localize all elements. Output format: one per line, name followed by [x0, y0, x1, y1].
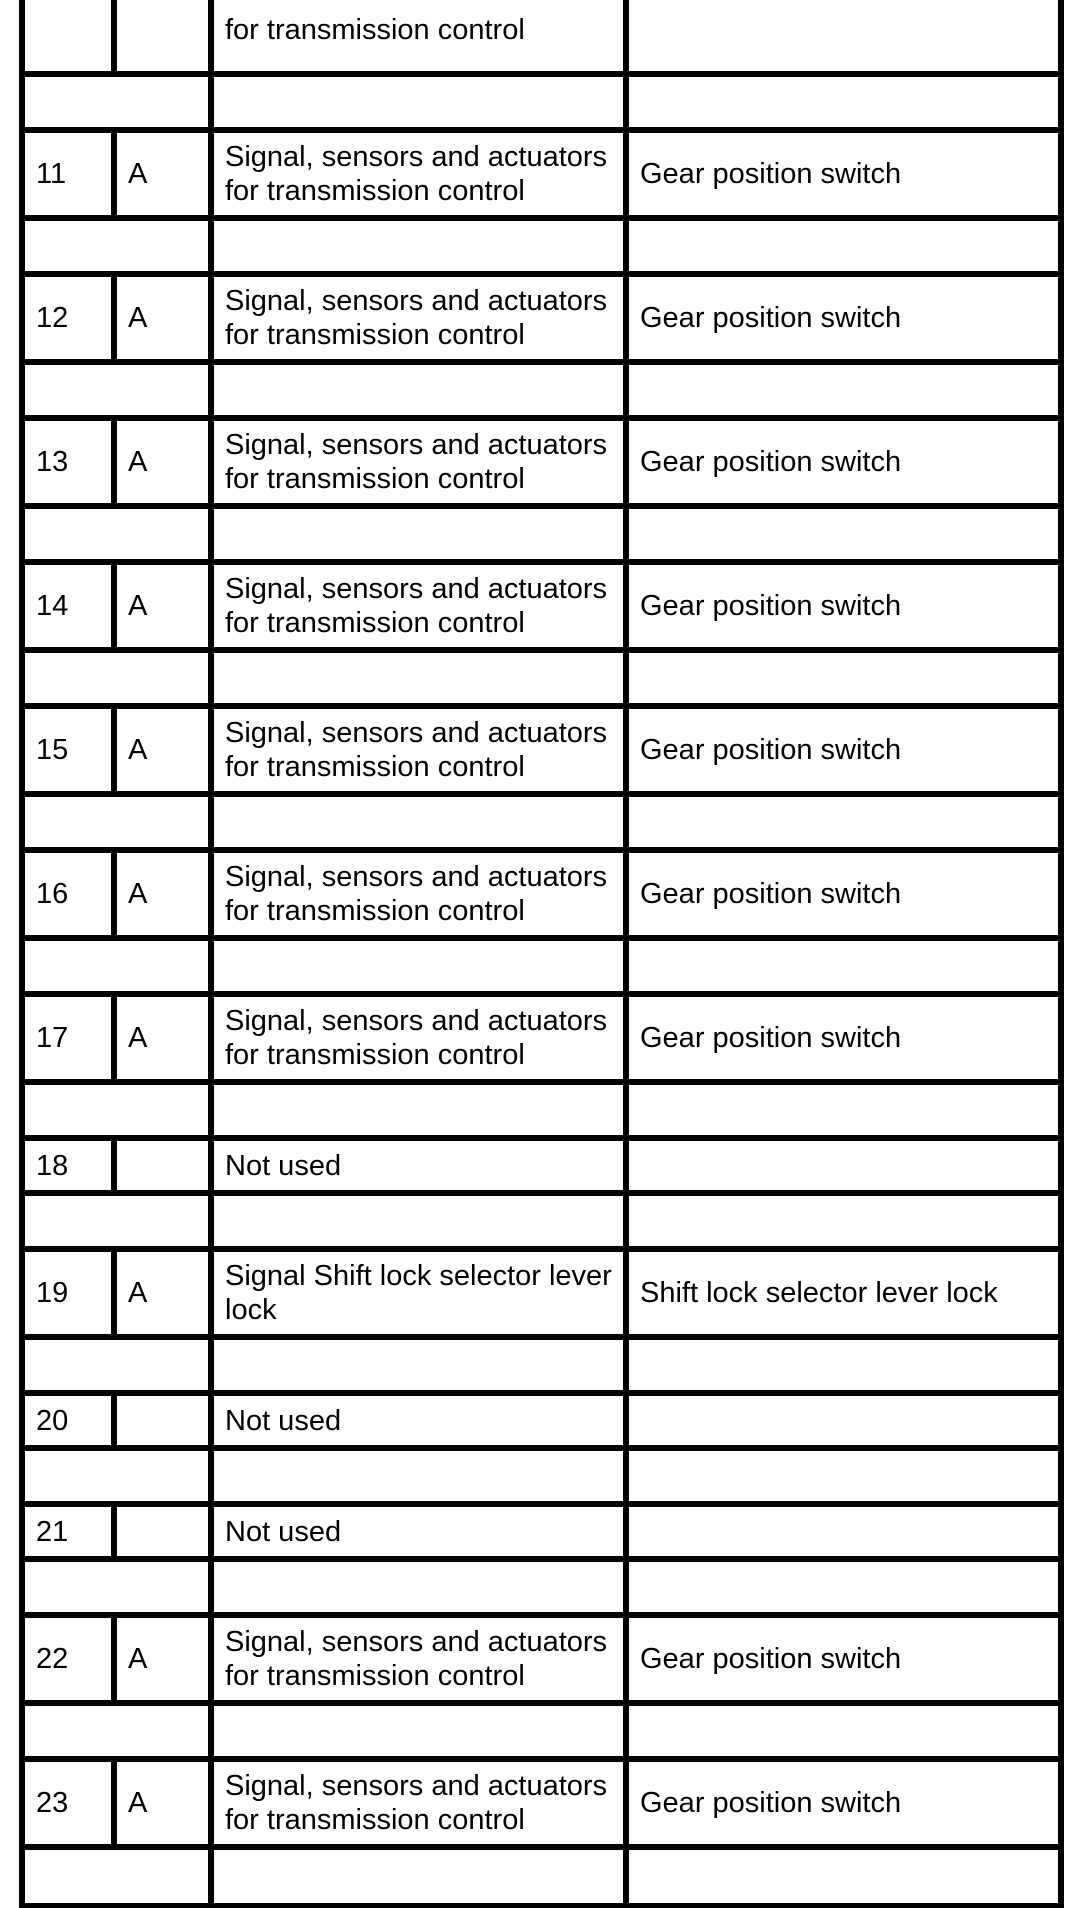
component-cell: Gear position switch: [626, 418, 1061, 506]
signal-cell: for transmission control: [211, 0, 626, 74]
spacer-cell: [22, 794, 211, 850]
spacer-cell: [211, 1337, 626, 1393]
pin-cell: 18: [22, 1138, 114, 1193]
type-cell: A: [114, 1759, 211, 1847]
pin-cell: [22, 0, 114, 74]
pin-cell: 23: [22, 1759, 114, 1847]
pin-cell: 11: [22, 130, 114, 218]
table-row: [22, 1615, 1061, 1703]
spacer-cell: [22, 1337, 211, 1393]
type-cell: A: [114, 1249, 211, 1337]
signal-cell: Signal, sensors and actuators for transmission control: [211, 562, 626, 650]
spacer-cell: [22, 1082, 211, 1138]
spacer-row: [22, 1703, 1061, 1759]
signal-cell: Not used: [211, 1393, 626, 1448]
table-row: [22, 562, 1061, 650]
spacer-cell: [626, 218, 1061, 274]
pin-cell: 12: [22, 274, 114, 362]
pin-cell: 15: [22, 706, 114, 794]
spacer-cell: [626, 1847, 1061, 1906]
component-cell: [626, 1393, 1061, 1448]
component-cell: [626, 1504, 1061, 1559]
component-cell: Gear position switch: [626, 1759, 1061, 1847]
type-cell: [114, 1393, 211, 1448]
table-row: [22, 1504, 1061, 1559]
spacer-row: [22, 506, 1061, 562]
type-cell: A: [114, 994, 211, 1082]
spacer-cell: [22, 218, 211, 274]
type-cell: A: [114, 850, 211, 938]
spacer-cell: [211, 1448, 626, 1504]
pin-cell: 16: [22, 850, 114, 938]
table-row: [22, 1393, 1061, 1448]
spacer-cell: [211, 1082, 626, 1138]
type-cell: A: [114, 1615, 211, 1703]
spacer-cell: [22, 1193, 211, 1249]
component-cell: Shift lock selector lever lock: [626, 1249, 1061, 1337]
type-cell: [114, 0, 211, 74]
spacer-cell: [626, 1703, 1061, 1759]
spacer-cell: [211, 650, 626, 706]
pin-cell: 14: [22, 562, 114, 650]
table-row: [22, 706, 1061, 794]
pin-table-body: [22, 0, 1061, 1908]
spacer-cell: [626, 1448, 1061, 1504]
spacer-cell: [626, 1082, 1061, 1138]
spacer-row: [22, 1847, 1061, 1906]
spacer-cell: [22, 1703, 211, 1759]
spacer-cell: [211, 794, 626, 850]
spacer-cell: [22, 1559, 211, 1615]
spacer-row: [22, 1082, 1061, 1138]
spacer-cell: [22, 506, 211, 562]
type-cell: A: [114, 130, 211, 218]
pin-cell: 20: [22, 1393, 114, 1448]
spacer-row: [22, 218, 1061, 274]
pin-cell: 21: [22, 1504, 114, 1559]
signal-cell: Signal, sensors and actuators for transmission control: [211, 418, 626, 506]
spacer-cell: [211, 1559, 626, 1615]
spacer-row: [22, 1337, 1061, 1393]
signal-cell: Not used: [211, 1138, 626, 1193]
table-row: [22, 418, 1061, 506]
spacer-row: [22, 650, 1061, 706]
component-cell: Gear position switch: [626, 274, 1061, 362]
spacer-cell: [626, 74, 1061, 130]
spacer-cell: [626, 506, 1061, 562]
signal-cell: Signal, sensors and actuators for transmission control: [211, 994, 626, 1082]
connector-pin-assignment-table: [19, 0, 1064, 1908]
component-cell: Gear position switch: [626, 130, 1061, 218]
spacer-cell: [22, 74, 211, 130]
pin-cell: 13: [22, 418, 114, 506]
spacer-cell: [211, 362, 626, 418]
spacer-cell: [22, 1448, 211, 1504]
spacer-cell: [211, 1193, 626, 1249]
spacer-row: [22, 1448, 1061, 1504]
signal-cell: Signal, sensors and actuators for transmission control: [211, 274, 626, 362]
signal-cell: Signal, sensors and actuators for transmission control: [211, 706, 626, 794]
signal-cell: Signal, sensors and actuators for transmission control: [211, 850, 626, 938]
spacer-row: [22, 1193, 1061, 1249]
spacer-row: [22, 74, 1061, 130]
spacer-cell: [22, 1847, 211, 1906]
spacer-row: [22, 362, 1061, 418]
table-row: [22, 130, 1061, 218]
spacer-cell: [626, 794, 1061, 850]
type-cell: A: [114, 418, 211, 506]
table-row: [22, 0, 1061, 74]
component-cell: Gear position switch: [626, 850, 1061, 938]
table-row: [22, 1759, 1061, 1847]
spacer-cell: [211, 506, 626, 562]
type-cell: A: [114, 706, 211, 794]
signal-cell: Signal, sensors and actuators for transmission control: [211, 130, 626, 218]
table-row: [22, 1138, 1061, 1193]
spacer-cell: [626, 1337, 1061, 1393]
spacer-cell: [626, 650, 1061, 706]
table-row: [22, 994, 1061, 1082]
signal-cell: Not used: [211, 1504, 626, 1559]
table-row: [22, 850, 1061, 938]
pin-cell: 22: [22, 1615, 114, 1703]
component-cell: Gear position switch: [626, 562, 1061, 650]
spacer-cell: [22, 362, 211, 418]
spacer-cell: [22, 938, 211, 994]
spacer-row: [22, 794, 1061, 850]
spacer-cell: [211, 74, 626, 130]
pin-cell: 17: [22, 994, 114, 1082]
type-cell: A: [114, 274, 211, 362]
component-cell: Gear position switch: [626, 1615, 1061, 1703]
component-cell: [626, 1138, 1061, 1193]
spacer-row: [22, 938, 1061, 994]
spacer-cell: [626, 1193, 1061, 1249]
component-cell: Gear position switch: [626, 994, 1061, 1082]
table-row: [22, 274, 1061, 362]
type-cell: [114, 1138, 211, 1193]
spacer-cell: [211, 1847, 626, 1906]
table-row: [22, 1249, 1061, 1337]
type-cell: [114, 1504, 211, 1559]
spacer-cell: [211, 938, 626, 994]
spacer-cell: [626, 938, 1061, 994]
signal-cell: Signal, sensors and actuators for transmission control: [211, 1615, 626, 1703]
spacer-row: [22, 1559, 1061, 1615]
spacer-cell: [626, 362, 1061, 418]
spacer-cell: [626, 1559, 1061, 1615]
signal-cell: Signal, sensors and actuators for transmission control: [211, 1759, 626, 1847]
spacer-cell: [211, 218, 626, 274]
signal-cell: Signal Shift lock selector lever lock: [211, 1249, 626, 1337]
spacer-cell: [211, 1703, 626, 1759]
pin-cell: 19: [22, 1249, 114, 1337]
spacer-cell: [22, 650, 211, 706]
component-cell: [626, 0, 1061, 74]
type-cell: A: [114, 562, 211, 650]
component-cell: Gear position switch: [626, 706, 1061, 794]
